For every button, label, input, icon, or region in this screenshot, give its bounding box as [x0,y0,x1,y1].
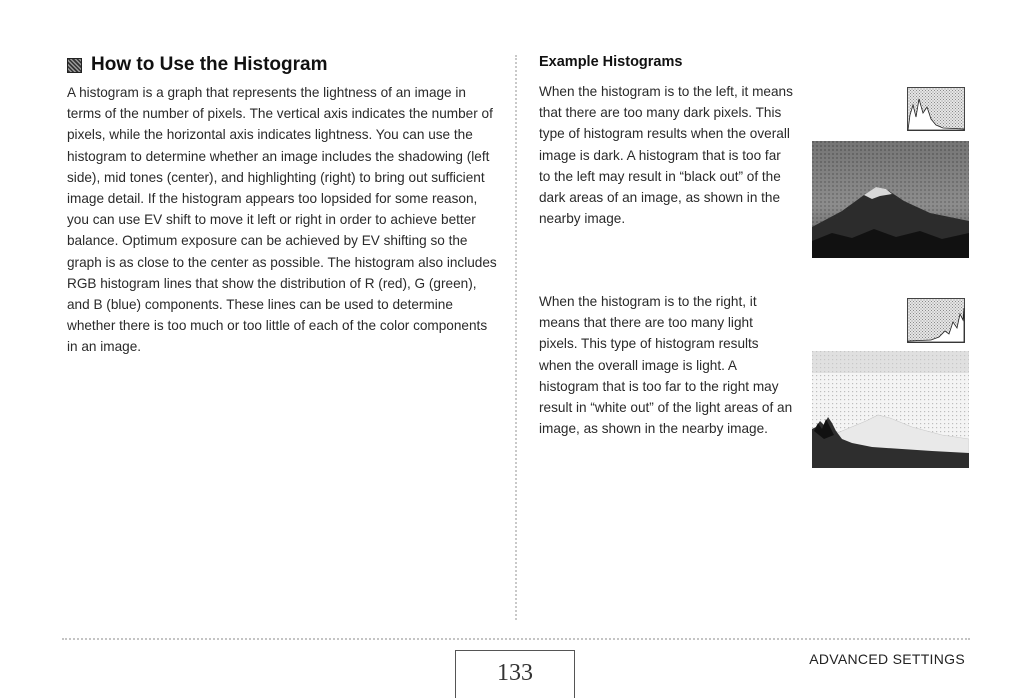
section-title: How to Use the Histogram [91,54,328,75]
dark-histogram-graph [907,87,965,131]
page-number: 133 [455,650,575,698]
dark-mountain-photo [812,141,969,258]
histogram-description: A histogram is a graph that represents the lightness of an image in terms of the number of pixels. The vertical axis indicates the number of pixels, while the horizontal axis indicates lightness. You can use the histogram to determine whether an image includes the shadowing (left side), mid tones (center), and highlighting (right) to bring out sufficient image detail. If the histogram appears too lopsided for some reason, you can use EV shift to move it left or right in order to achieve better balance. Optimum exposure can be achieved by EV shifting so the graph is as close to the center as possible. The histogram also includes RGB histogram lines that show the distribution of R (red), G (green), and B (blue) components. These lines can be used to determine whether there is too much or too little of each of the color components in an image. [67,85,497,355]
example-dark-text: When the histogram is to the left, it means that there are too many dark pixels. This type of histogram results when the overall image is dark. A histogram that is too far to the left may result in “black out” of the dark areas of an image, as shown in the nearby image. [539,84,793,227]
column-divider [515,55,517,620]
light-mountain-photo [812,351,969,468]
light-histogram-graph [907,298,965,343]
example-light-text: When the histogram is to the right, it means that there are too many light pixels. This type of histogram results when the overall image is light. A histogram that is too far to the right may result in “white out” of the light areas of an image, as shown in the nearby image. [539,294,793,437]
example-histograms-section [539,54,969,437]
section-name: ADVANCED SETTINGS [809,651,965,667]
histogram-section [67,54,499,358]
section-heading [67,54,499,76]
example-dark [539,81,969,261]
example-histograms-title: Example Histograms [539,54,683,70]
example-light [539,291,969,471]
footer-rule [62,638,970,640]
square-bullet-icon [67,58,82,73]
